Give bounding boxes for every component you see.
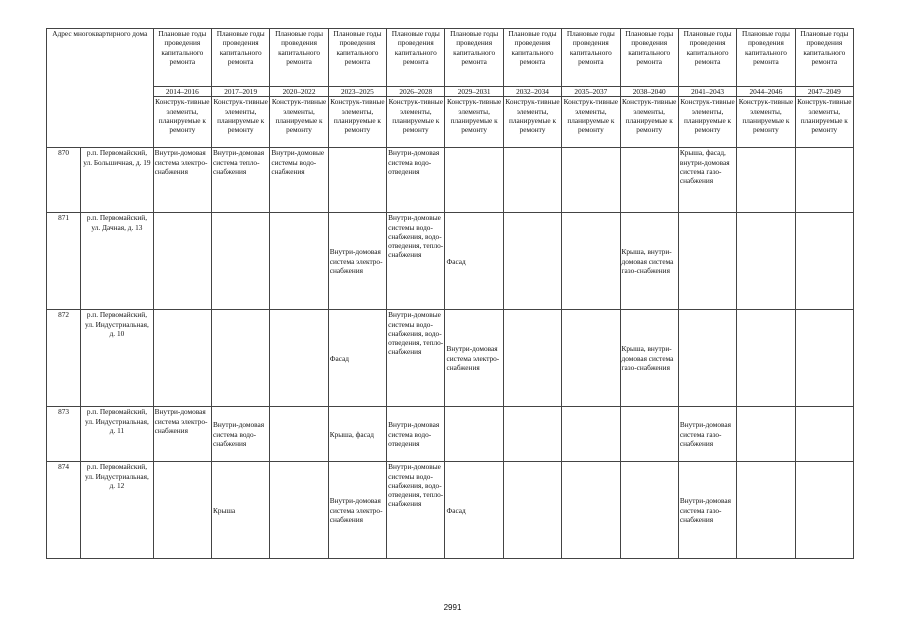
- period-header-label: Плановые годы проведения капитального ремонта: [450, 29, 499, 66]
- period-header: [270, 29, 328, 87]
- period-header: [387, 29, 445, 87]
- year-range: 2041–2043: [678, 87, 736, 97]
- plan-cell: [503, 148, 561, 213]
- plan-cell: [795, 407, 853, 462]
- plan-cell: [503, 310, 561, 407]
- plan-cell: [270, 310, 328, 407]
- plan-cell: Внутри-домовая система электро-снабжения: [445, 310, 503, 407]
- year-range: 2020–2022: [270, 87, 328, 97]
- header-row-period: [47, 29, 854, 87]
- table-row: [47, 407, 854, 462]
- plan-cell: Внутри-домовая система электро-снабжения: [328, 462, 386, 559]
- plan-cell: Внутри-домовая система тепло-снабжения: [212, 148, 270, 213]
- plan-cell: [212, 310, 270, 407]
- plan-cell: Внутри-домовая система газо-снабжения: [678, 407, 736, 462]
- plan-cell: [620, 148, 678, 213]
- plan-cell: [795, 213, 853, 310]
- row-number: 870: [47, 148, 81, 213]
- plan-cell: [620, 462, 678, 559]
- plan-cell: [562, 462, 620, 559]
- plan-cell: Внутри-домовые системы водо-снабжения, водо-отведения, тепло-снабжения: [387, 213, 445, 310]
- period-header-label: Плановые годы проведения капитального ремонта: [683, 29, 732, 66]
- plan-cell: Фасад: [445, 462, 503, 559]
- plan-cell: [212, 213, 270, 310]
- plan-cell: Внутри-домовая система водо-отведения: [387, 407, 445, 462]
- elements-header: Конструк-тивные элементы, планируемые к ремонту: [445, 97, 503, 148]
- elements-header: Конструк-тивные элементы, планируемые к ремонту: [212, 97, 270, 148]
- plan-cell: [737, 213, 795, 310]
- plan-cell: Внутри-домовая система водо-отведения: [387, 148, 445, 213]
- period-header-label: Плановые годы проведения капитального ремонта: [275, 29, 324, 66]
- year-range: 2029–2031: [445, 87, 503, 97]
- period-header: [737, 29, 795, 87]
- plan-cell: Внутри-домовая система водо-снабжения: [212, 407, 270, 462]
- table-row: [47, 310, 854, 407]
- elements-header: Конструк-тивные элементы, планируемые к ремонту: [678, 97, 736, 148]
- plan-cell: Фасад: [445, 213, 503, 310]
- address-column-header: [47, 29, 154, 148]
- period-header-label: Плановые годы проведения капитального ремонта: [158, 29, 207, 66]
- header-row-years: [47, 87, 854, 97]
- period-header: [562, 29, 620, 87]
- period-header-label: Плановые годы проведения капитального ремонта: [333, 29, 382, 66]
- elements-header: Конструк-тивные элементы, планируемые к ремонту: [153, 97, 211, 148]
- building-address: р.п. Первомайский, ул. Индустриальная, д. 10: [81, 310, 153, 407]
- plan-cell: [153, 213, 211, 310]
- row-number: 872: [47, 310, 81, 407]
- plan-cell: Крыша, внутри-домовая система газо-снабжения: [620, 213, 678, 310]
- plan-cell: Крыша, фасад, внутри-домовая система газо-снабжения: [678, 148, 736, 213]
- period-header: [795, 29, 853, 87]
- period-header: [678, 29, 736, 87]
- elements-header: Конструк-тивные элементы, планируемые к ремонту: [620, 97, 678, 148]
- plan-cell: [620, 407, 678, 462]
- table-row: [47, 148, 854, 213]
- year-range: 2047–2049: [795, 87, 853, 97]
- plan-cell: [270, 213, 328, 310]
- year-range: 2032–2034: [503, 87, 561, 97]
- period-header-label: Плановые годы проведения капитального ремонта: [800, 29, 849, 66]
- year-range: 2044–2046: [737, 87, 795, 97]
- elements-header: Конструк-тивные элементы, планируемые к ремонту: [795, 97, 853, 148]
- plan-cell: [562, 213, 620, 310]
- plan-cell: Внутри-домовая система электро-снабжения: [153, 407, 211, 462]
- row-number: 873: [47, 407, 81, 462]
- plan-cell: [562, 407, 620, 462]
- plan-cell: [270, 462, 328, 559]
- building-address: р.п. Первомайский, ул. Дачная, д. 13: [81, 213, 153, 310]
- plan-cell: [737, 148, 795, 213]
- elements-header: Конструк-тивные элементы, планируемые к ремонту: [737, 97, 795, 148]
- building-address: р.п. Первомайский, ул. Большичная, д. 19: [81, 148, 153, 213]
- plan-cell: Крыша: [212, 462, 270, 559]
- year-range: 2038–2040: [620, 87, 678, 97]
- year-range: 2017–2019: [212, 87, 270, 97]
- year-range: 2023–2025: [328, 87, 386, 97]
- plan-cell: Крыша, фасад: [328, 407, 386, 462]
- plan-cell: [503, 407, 561, 462]
- plan-cell: [270, 407, 328, 462]
- period-header: [212, 29, 270, 87]
- year-range: 2026–2028: [387, 87, 445, 97]
- plan-cell: [737, 407, 795, 462]
- plan-cell: Внутри-домовые системы водо-снабжения, водо-отведения, тепло-снабжения: [387, 310, 445, 407]
- elements-header: Конструк-тивные элементы, планируемые к ремонту: [503, 97, 561, 148]
- elements-header: Конструк-тивные элементы, планируемые к ремонту: [562, 97, 620, 148]
- page-number: 2991: [443, 603, 462, 612]
- building-address: р.п. Первомайский, ул. Индустриальная, д. 11: [81, 407, 153, 462]
- plan-cell: Внутри-домовая система газо-снабжения: [678, 462, 736, 559]
- plan-cell: [562, 148, 620, 213]
- period-header-label: Плановые годы проведения капитального ремонта: [508, 29, 557, 66]
- plan-cell: [737, 462, 795, 559]
- plan-cell: [445, 407, 503, 462]
- plan-cell: [678, 310, 736, 407]
- period-header-label: Плановые годы проведения капитального ремонта: [391, 29, 440, 66]
- plan-cell: [153, 462, 211, 559]
- plan-cell: Внутри-домовая система электро-снабжения: [328, 213, 386, 310]
- capital-repair-table: [46, 28, 854, 559]
- plan-cell: [795, 310, 853, 407]
- period-header-label: Плановые годы проведения капитального ремонта: [216, 29, 265, 66]
- period-header: [445, 29, 503, 87]
- period-header: [328, 29, 386, 87]
- building-address: р.п. Первомайский, ул. Индустриальная, д. 12: [81, 462, 153, 559]
- plan-cell: [328, 148, 386, 213]
- plan-cell: [562, 310, 620, 407]
- period-header-label: Плановые годы проведения капитального ремонта: [625, 29, 674, 66]
- plan-cell: [678, 213, 736, 310]
- plan-cell: Крыша, внутри-домовая система газо-снабжения: [620, 310, 678, 407]
- table-row: [47, 462, 854, 559]
- plan-cell: [153, 310, 211, 407]
- header-row-elements: [47, 97, 854, 148]
- year-range: 2035–2037: [562, 87, 620, 97]
- plan-cell: [503, 213, 561, 310]
- elements-header: Конструк-тивные элементы, планируемые к ремонту: [328, 97, 386, 148]
- row-number: 874: [47, 462, 81, 559]
- plan-cell: Внутри-домовые системы водо-снабжения: [270, 148, 328, 213]
- period-header: [153, 29, 211, 87]
- elements-header: Конструк-тивные элементы, планируемые к ремонту: [387, 97, 445, 148]
- plan-cell: [795, 462, 853, 559]
- address-header-label: Адрес многоквартирного дома: [52, 29, 148, 38]
- period-header: [620, 29, 678, 87]
- plan-cell: [737, 310, 795, 407]
- plan-cell: Внутри-домовая система электро-снабжения: [153, 148, 211, 213]
- year-range: 2014–2016: [153, 87, 211, 97]
- plan-cell: Фасад: [328, 310, 386, 407]
- plan-cell: [795, 148, 853, 213]
- elements-header: Конструк-тивные элементы, планируемые к ремонту: [270, 97, 328, 148]
- period-header: [503, 29, 561, 87]
- table-row: [47, 213, 854, 310]
- plan-cell: [445, 148, 503, 213]
- row-number: 871: [47, 213, 81, 310]
- plan-cell: Внутри-домовые системы водо-снабжения, водо-отведения, тепло-снабжения: [387, 462, 445, 559]
- period-header-label: Плановые годы проведения капитального ремонта: [566, 29, 615, 66]
- plan-cell: [503, 462, 561, 559]
- period-header-label: Плановые годы проведения капитального ремонта: [741, 29, 790, 66]
